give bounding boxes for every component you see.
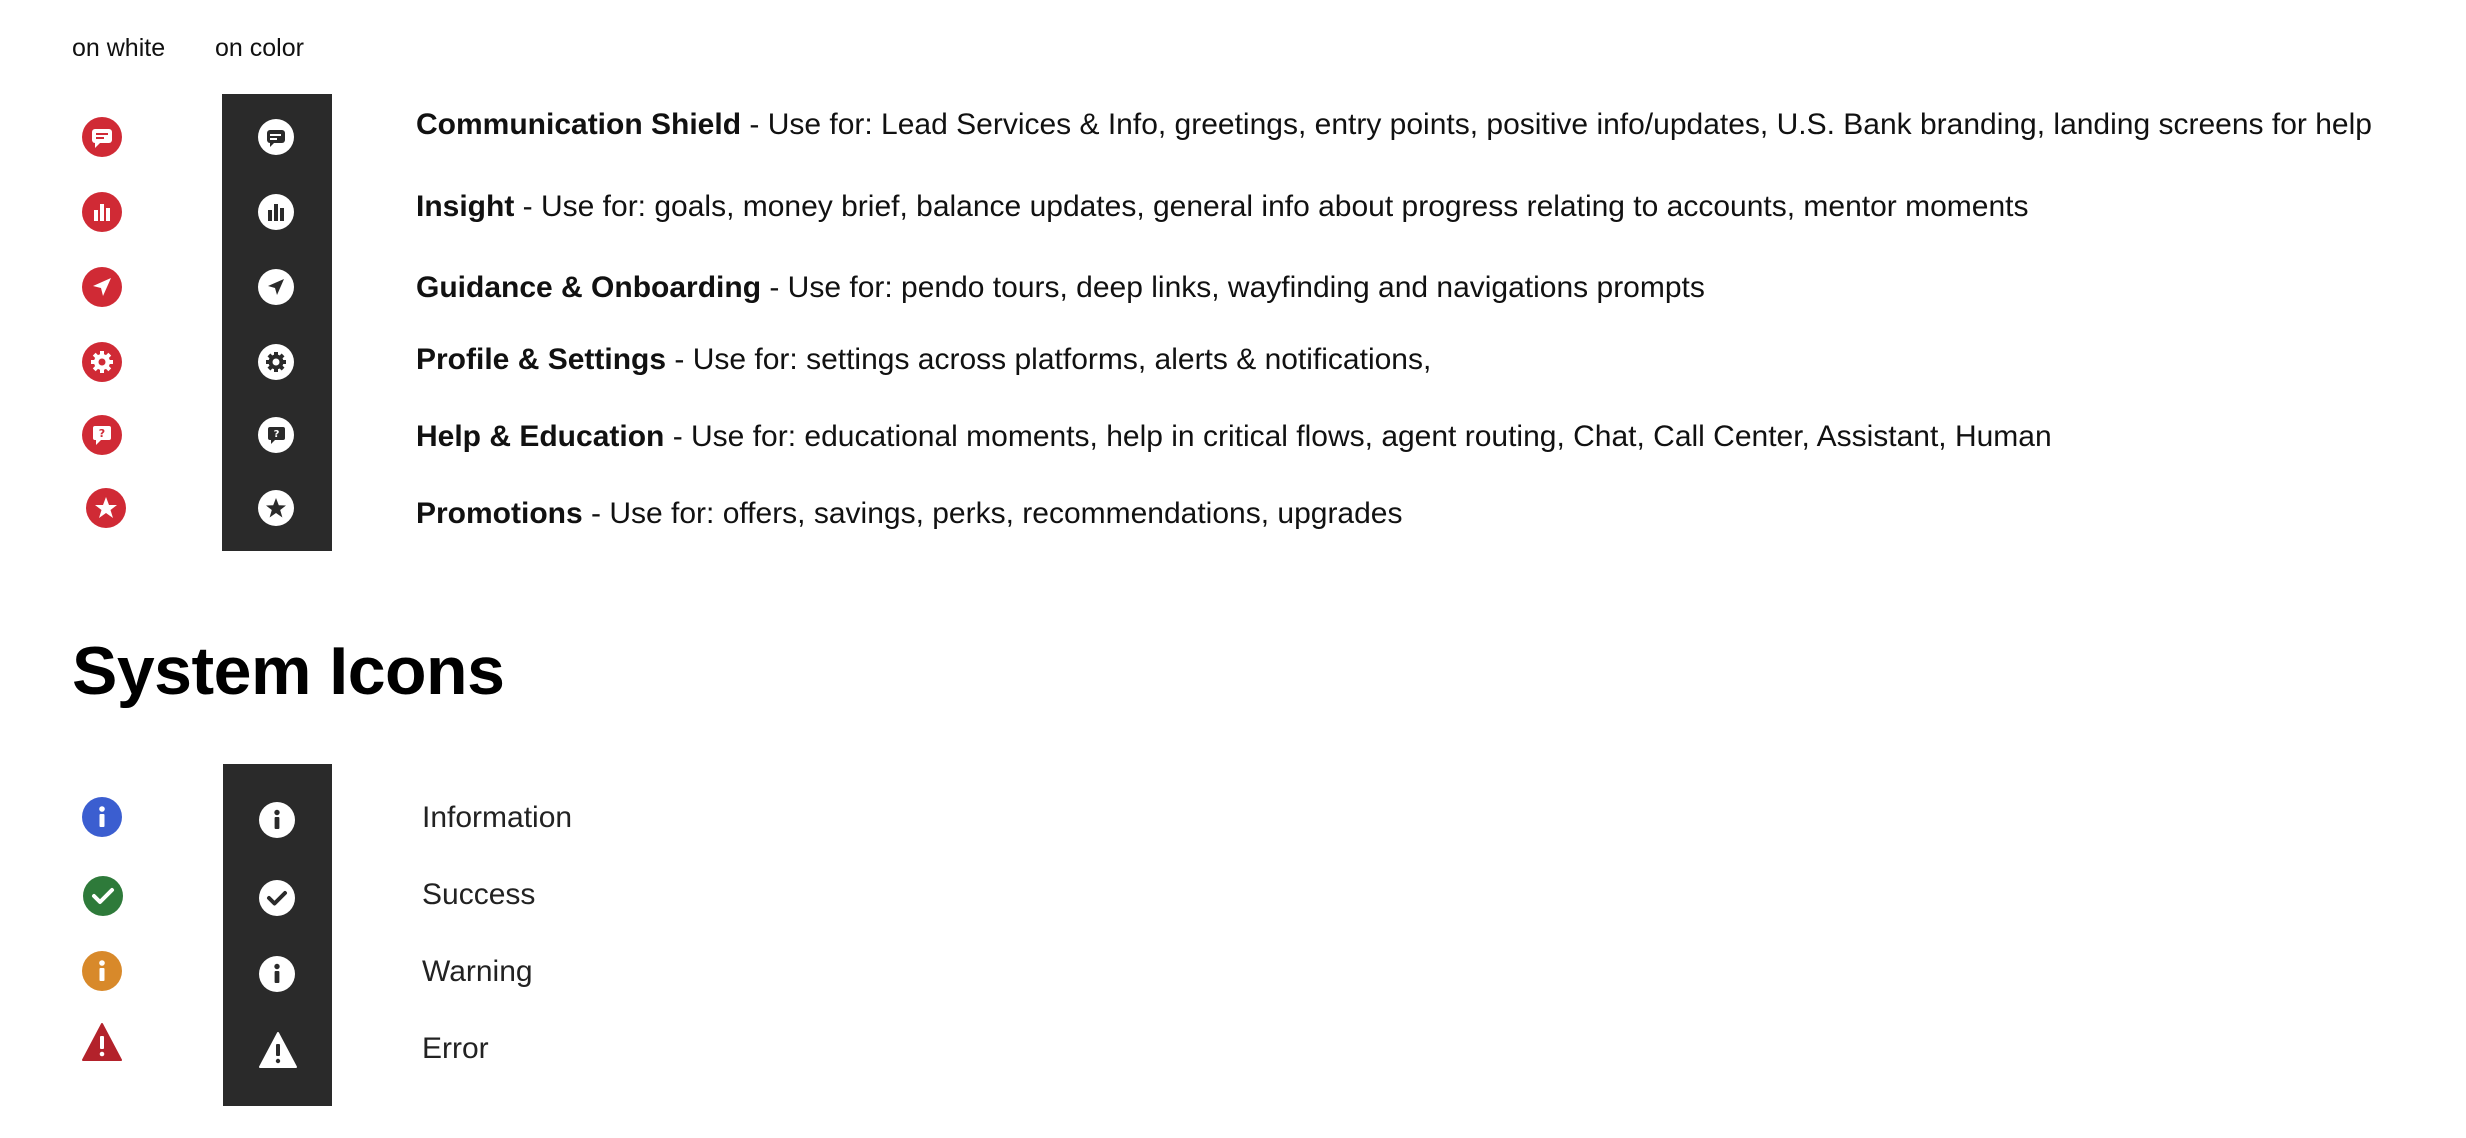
feature-name: Insight [416, 190, 515, 223]
feature-description: - Use for: educational moments, help in critical flows, agent routing, Chat, Call Center, Assistant, Human [664, 420, 2052, 453]
gear-icon [82, 342, 122, 382]
question-bubble-icon [256, 415, 296, 455]
info-icon [257, 954, 297, 994]
feature-name: Guidance & Onboarding [416, 271, 762, 304]
feature-name: Communication Shield [416, 108, 742, 141]
warning-triangle-icon [82, 1022, 122, 1062]
info-icon [82, 951, 122, 991]
feature-description: - Use for: settings across platforms, alerts & notifications, [666, 343, 1432, 376]
info-icon [82, 797, 122, 837]
section-title: System Icons [72, 633, 505, 709]
navigation-arrow-icon [256, 267, 296, 307]
system-icon-label-success: Success [422, 878, 536, 911]
feature-row-guidance-onboarding [416, 271, 1705, 305]
question-bubble-icon [82, 415, 122, 455]
info-icon [257, 800, 297, 840]
svg-text:?: ? [98, 427, 106, 440]
bar-chart-icon [82, 192, 122, 232]
feature-description: - Use for: Lead Services & Info, greetings, entry points, positive info/updates, U.S. Bank branding, landing screens for help [741, 108, 2372, 141]
chat-bubble-icon [256, 117, 296, 157]
check-icon [257, 878, 297, 918]
feature-name: Promotions [416, 497, 583, 530]
bar-chart-icon [256, 192, 296, 232]
gear-icon [256, 342, 296, 382]
on-color-header: on color [215, 34, 304, 62]
star-icon [256, 488, 296, 528]
feature-description: - Use for: offers, savings, perks, recommendations, upgrades [582, 497, 1403, 530]
navigation-arrow-icon [82, 267, 122, 307]
feature-description: - Use for: pendo tours, deep links, wayfinding and navigations prompts [761, 271, 1705, 304]
feature-name: Help & Education [416, 420, 665, 453]
on-white-header: on white [72, 34, 166, 62]
chat-bubble-icon [82, 117, 122, 157]
svg-text:?: ? [273, 429, 280, 440]
feature-description: - Use for: goals, money brief, balance updates, general info about progress relating to accounts, mentor moments [514, 190, 2029, 223]
feature-row-promotions [416, 497, 1403, 531]
check-icon [83, 876, 123, 916]
system-icon-label-error: Error [422, 1032, 489, 1065]
feature-row-communication-shield [416, 108, 2372, 142]
feature-name: Profile & Settings [416, 343, 667, 376]
system-icon-label-warning: Warning [422, 955, 533, 988]
system-icon-label-information: Information [422, 801, 573, 834]
warning-triangle-icon [258, 1030, 298, 1070]
dark-background-strip [222, 94, 332, 551]
star-icon [86, 488, 126, 528]
feature-row-profile-settings [416, 343, 1431, 377]
feature-row-help-education [416, 420, 2052, 454]
feature-row-insight [416, 190, 2028, 224]
